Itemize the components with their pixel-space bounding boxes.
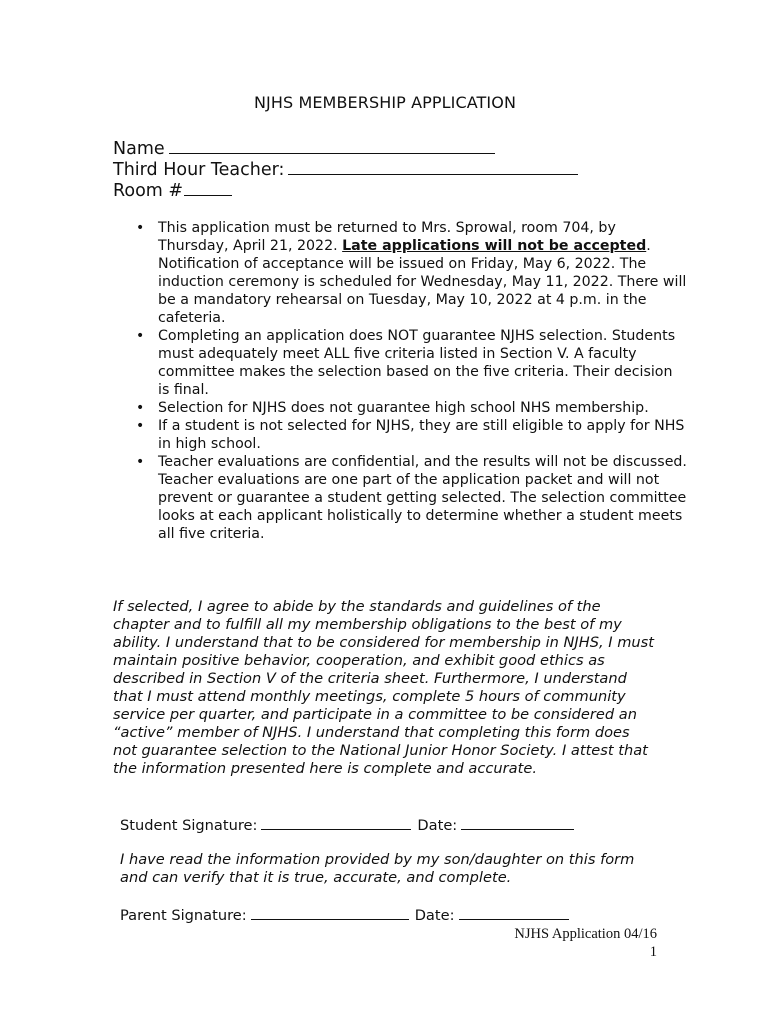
- rule-text: This application must be returned to Mrs. Sprowal, room 704, by Thursday, April 21, 2022.: [158, 220, 616, 254]
- rule-text: . Notification of acceptance will be issued on Friday, May 6, 2022. The induction ceremony is scheduled for Wednesday, May 11, 2022. There will be a mandatory rehearsal on Tuesday, May 10, 2022 at 4 p.m. in the cafeteria.: [158, 238, 687, 326]
- student-date-blank[interactable]: [461, 815, 574, 830]
- teacher-blank[interactable]: [288, 157, 578, 175]
- name-blank[interactable]: [169, 136, 495, 154]
- page-title: NJHS MEMBERSHIP APPLICATION: [253, 93, 517, 112]
- parent-signature-row: [120, 905, 575, 924]
- parent-date-blank[interactable]: [459, 905, 569, 920]
- parent-date-label: Date:: [414, 907, 455, 924]
- parent-verification-note: I have read the information provided by my son/daughter on this form and can verify that it is true, accurate, and complete.: [120, 851, 635, 886]
- rule-item: • Selection for NJHS does not guarantee high school NHS membership.: [158, 399, 688, 417]
- page-number: 1: [649, 944, 657, 960]
- student-signature-label: Student Signature:: [120, 817, 258, 834]
- document-id: NJHS Application 04/16: [514, 926, 657, 942]
- parent-signature-blank[interactable]: [251, 905, 409, 920]
- student-date-label: Date:: [417, 817, 458, 834]
- room-blank[interactable]: [184, 178, 232, 196]
- rule-item: • Teacher evaluations are confidential, and the results will not be discussed. Teacher evaluations are one part of the application packet and will not prevent or guarantee a student getting selected. The selection committee looks at each applicant holistically to determine whether a student meets all five criteria.: [158, 453, 688, 543]
- rule-item: • Completing an application does NOT guarantee NJHS selection. Students must adequately meet ALL five criteria listed in Section V. A faculty committee makes the selection based on the five criteria. Their decision is final.: [158, 327, 688, 399]
- rule-item: • If a student is not selected for NJHS, they are still eligible to apply for NHS in high school.: [158, 417, 688, 453]
- agreement-statement: If selected, I agree to abide by the standards and guidelines of the chapter and to fulfill all my membership obligations to the best of my ability. I understand that to be considered for membership in NJHS, I must maintain positive behavior, cooperation, and exhibit good ethics as described in Section V of the criteria sheet. Furthermore, I understand that I must attend monthly meetings, complete 5 hours of community service per quarter, and participate in a committee to be considered an “active” member of NJHS. I understand that completing this form does not guarantee selection to the National Junior Honor Society. I attest that the information presented here is complete and accurate.: [113, 598, 654, 777]
- room-field: [113, 178, 232, 202]
- rule-item: [158, 219, 688, 327]
- late-warning: Late applications will not be accepted: [342, 238, 647, 254]
- parent-signature-label: Parent Signature:: [120, 907, 247, 924]
- student-signature-blank[interactable]: [261, 815, 411, 830]
- name-label: Name: [113, 139, 165, 159]
- student-signature-row: [120, 815, 580, 834]
- rules-list: [136, 219, 688, 543]
- page-footer: [514, 925, 657, 961]
- room-label: Room #: [113, 181, 184, 201]
- teacher-label: Third Hour Teacher:: [113, 160, 285, 180]
